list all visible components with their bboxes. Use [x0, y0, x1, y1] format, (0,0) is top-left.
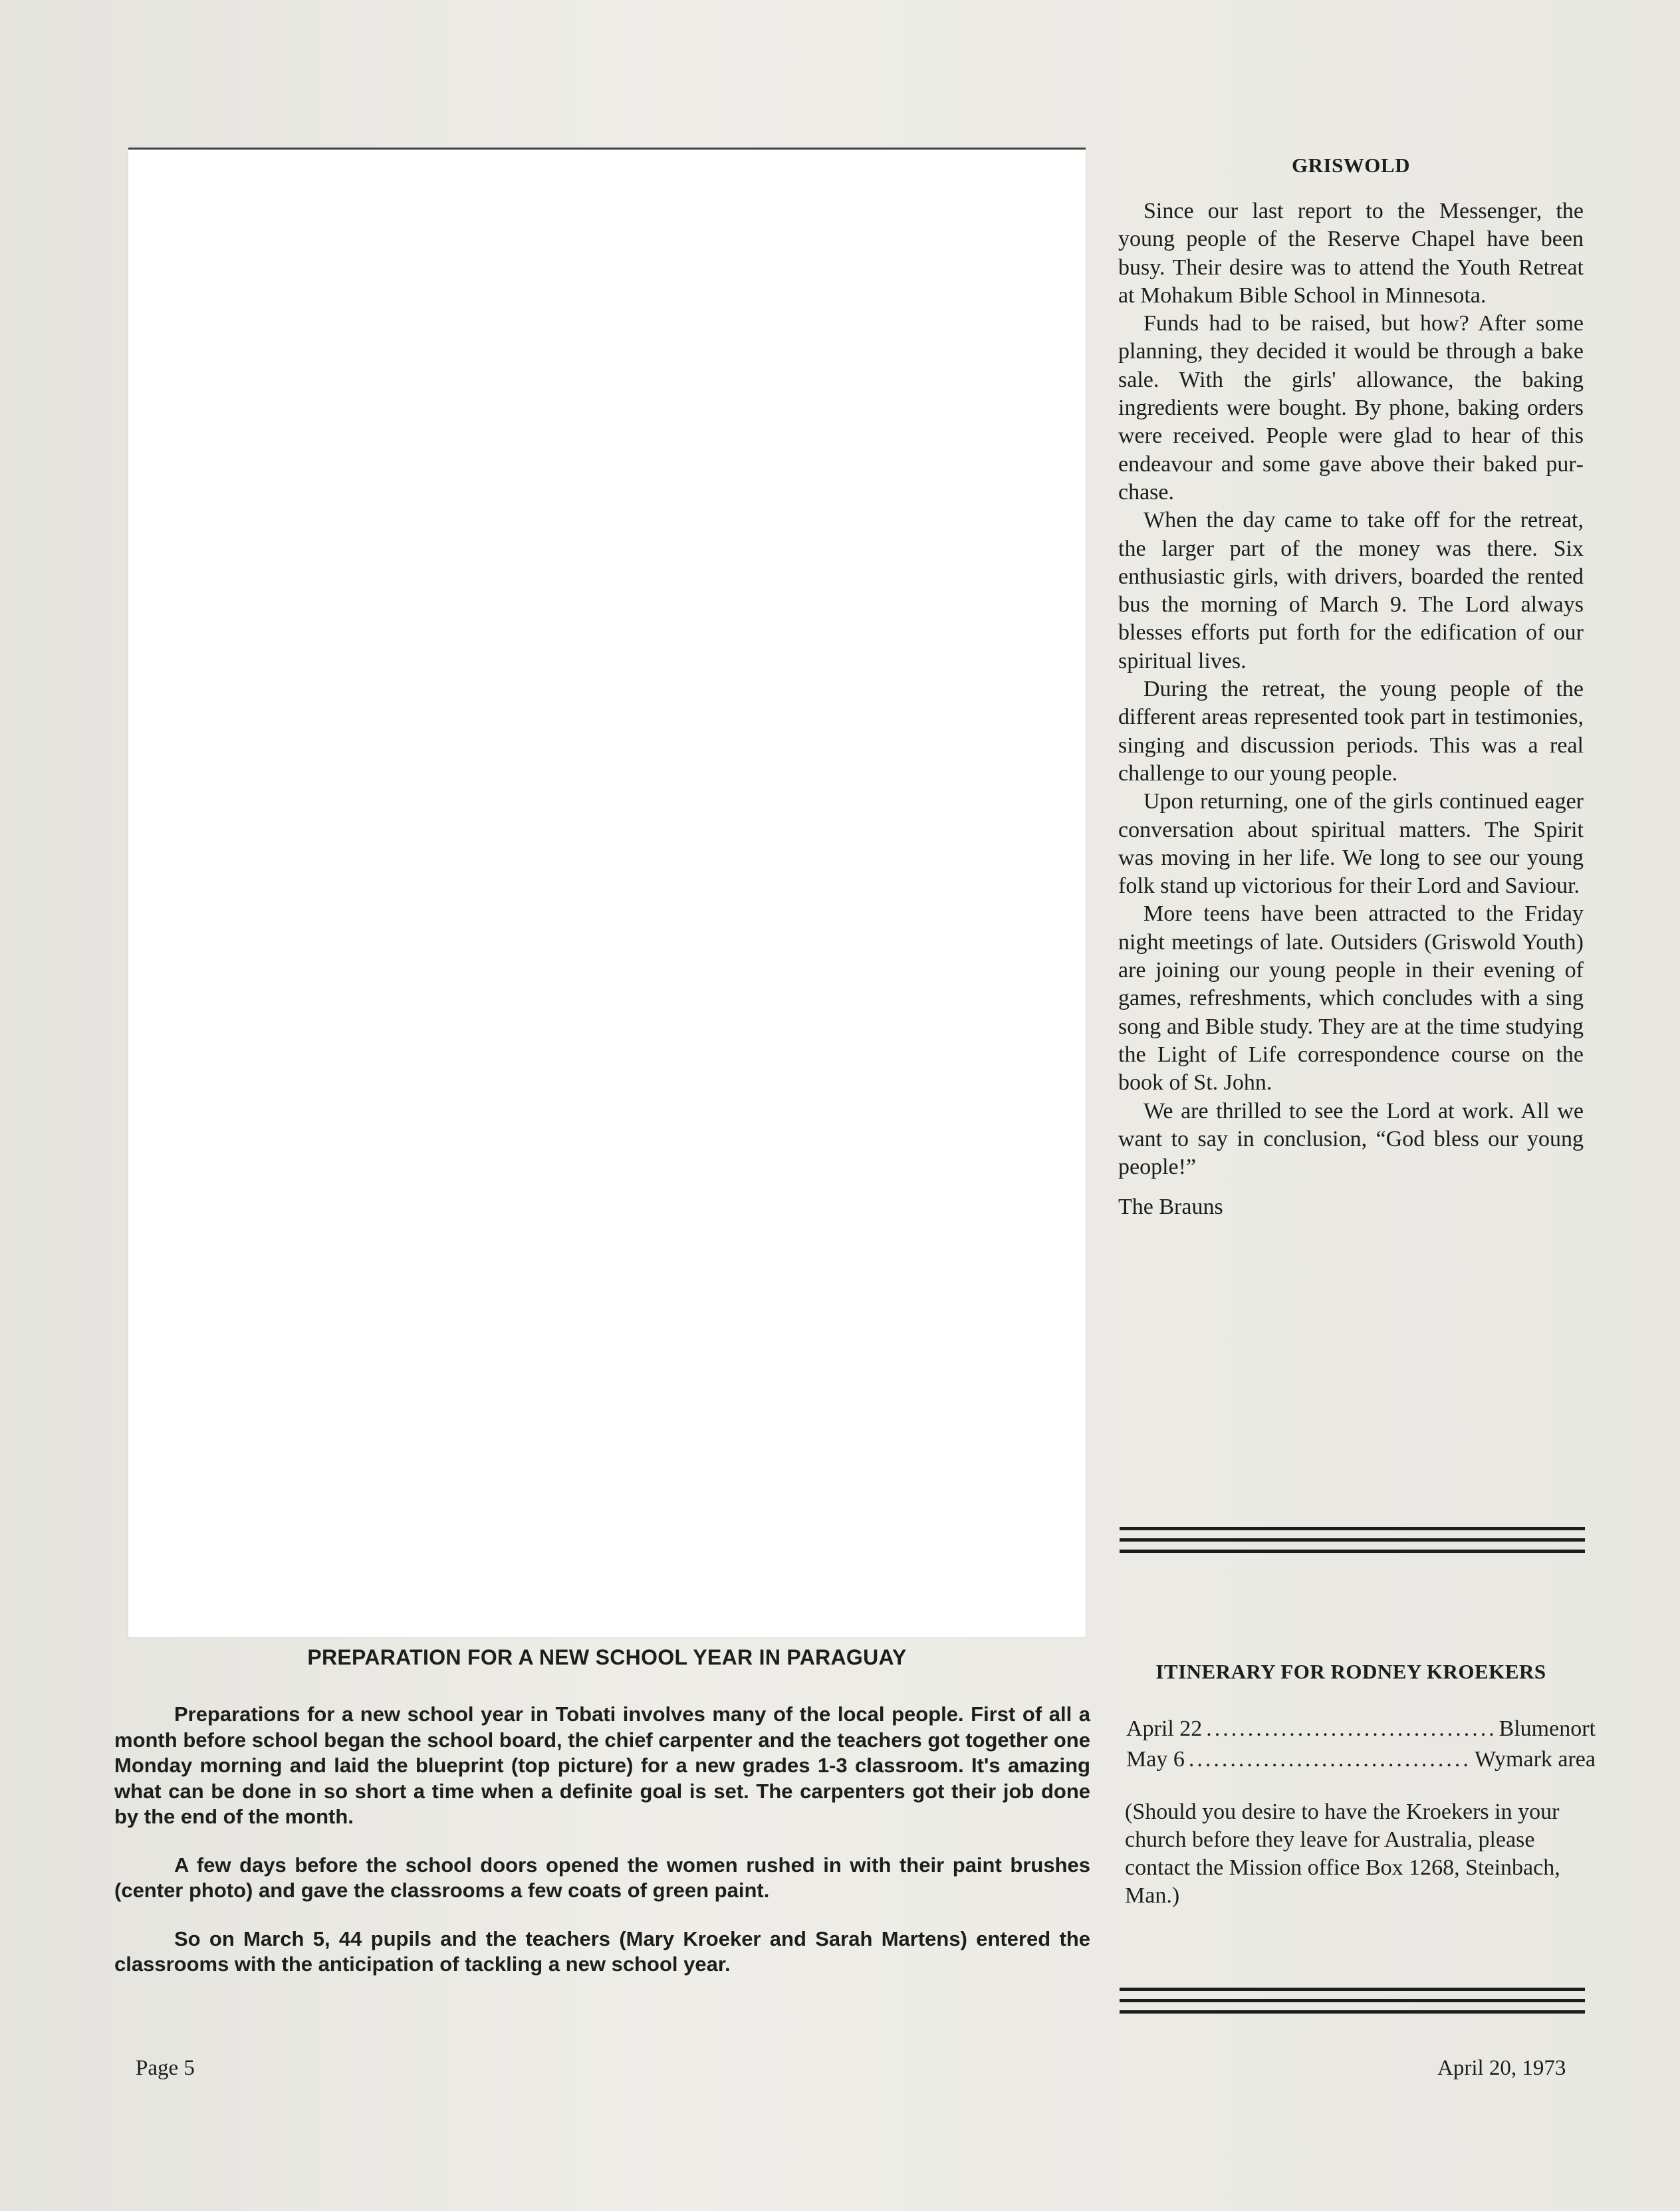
school-article-title: PREPARATION FOR A NEW SCHOOL YEAR IN PARAGUAY — [307, 1645, 907, 1669]
school-article-body — [114, 1702, 1090, 2000]
divider-line — [1120, 1527, 1585, 1530]
itinerary-entry — [1126, 1744, 1596, 1775]
itinerary-date: April 22 — [1126, 1716, 1203, 1741]
griswold-paragraph: We are thrilled to see the Lord at work. All we want to say in conclusion, “God bless our young people!” — [1118, 1098, 1584, 1180]
itinerary-note: (Should you desire to have the Kroekers in your church before they leave for Australia, please contact the Mission office Box 1268, Steinbach, Man.) — [1125, 1800, 1560, 1908]
page-number: Page 5 — [136, 2056, 195, 2080]
griswold-body — [1118, 197, 1584, 1222]
griswold-paragraph: More teens have been attracted to the Friday night meetings of late. Outsiders (Griswold Youth) are joining our young people in their evening of games, refreshments, which concludes with a sing song and Bible study. They are at the time studying the Light of Life correspondence course on the book of St. John. — [1118, 901, 1584, 1096]
griswold-paragraph: Since our last report to the Messenger, the young people of the Reserve Chapel have been busy. Their desire was to attend the Youth Retreat at Mohakum Bible School in Minnesota. — [1118, 199, 1584, 308]
griswold-article — [1118, 150, 1584, 1222]
blank-photo-area — [128, 148, 1086, 1637]
itinerary-place: Wymark area — [1474, 1747, 1596, 1772]
itinerary-entry — [1126, 1714, 1596, 1744]
school-paragraph: A few days before the school doors opened the women rushed in with their paint brushes (center photo) and gave the classrooms a few coats of green paint. — [114, 1853, 1090, 1902]
divider-line — [1120, 2010, 1585, 2014]
griswold-paragraph: When the day came to take off for the retreat, the larger part of the money was there. Six enthusiastic girls, with drivers, boarded the rented bus the morning of March 9. The Lord always blesses efforts put forth for the edification of our spiritual lives. — [1118, 508, 1584, 673]
dot-leader — [1189, 1744, 1471, 1775]
itinerary-place: Blumenort — [1499, 1716, 1596, 1741]
divider-line — [1120, 1999, 1585, 2002]
divider-line — [1120, 1550, 1585, 1553]
griswold-paragraph: Funds had to be raised, but how? After some planning, they decided it would be through a bake sale. With the girls' allowance, the baking ingredients were bought. By phone, baking orders were received. People were glad to hear of this endeavour and some gave above their baked purchase. — [1118, 311, 1584, 505]
section-divider — [1120, 1988, 1585, 2022]
issue-date: April 20, 1973 — [1437, 2056, 1566, 2080]
dot-leader — [1206, 1714, 1495, 1744]
itinerary-date: May 6 — [1126, 1747, 1185, 1772]
section-divider — [1120, 1527, 1585, 1561]
school-paragraph: Preparations for a new school year in Tobati involves many of the local people. First of all a month before school began the school board, the chief carpenter and the teachers got together one Monday morning and laid the blueprint (top picture) for a new grades 1-3 classroom. It's amazing what can be done in so short a time when a definite goal is set. The carpenters got their job done by the end of the month. — [114, 1702, 1090, 1828]
itinerary-title: ITINERARY FOR RODNEY KROEKERS — [1155, 1660, 1546, 1683]
school-paragraph: So on March 5, 44 pupils and the teachers (Mary Kroeker and Sarah Martens) entered the classrooms with the anticipation of tackling a new school year. — [114, 1926, 1090, 1976]
itinerary-list — [1126, 1714, 1596, 1775]
divider-line — [1120, 1988, 1585, 1991]
griswold-title: GRISWOLD — [1292, 154, 1410, 177]
griswold-paragraph: During the retreat, the young people of the different areas represented took part in testimonies, singing and discussion periods. This was a real challenge to our young people. — [1118, 677, 1584, 786]
griswold-paragraph: Upon returning, one of the girls continued eager conversation about spiritual matters. The Spirit was moving in her life. We long to see our young folk stand up victorious for their Lord and Saviour. — [1118, 789, 1584, 899]
divider-line — [1120, 1538, 1585, 1542]
griswold-signature: The Brauns — [1118, 1195, 1223, 1220]
